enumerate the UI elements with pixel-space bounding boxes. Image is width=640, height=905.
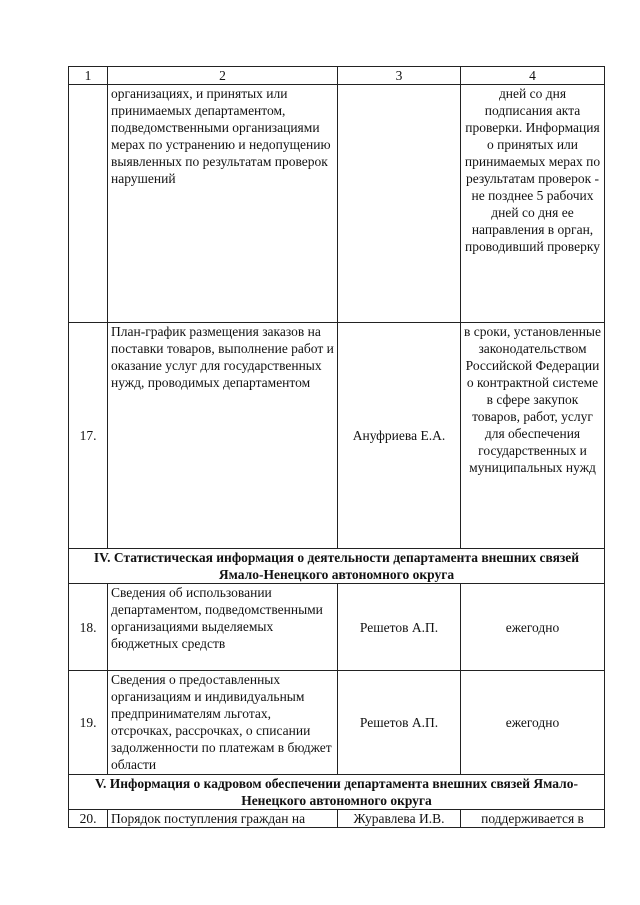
row-description: Сведения о предоставленных организациям и индивидуальным предпринимателям льготах, отсрочках, рассрочках, о списании задолженности по платежам в бюджет области (108, 671, 338, 775)
row-deadline: дней со дня подписания акта проверки. Информация о принятых или принимаемых мерах по результатам проверок - не позднее 5 рабочих дней со дня ее направления в орган, проводивший проверку (461, 85, 605, 323)
row-description: Порядок поступления граждан на (108, 810, 338, 828)
row-responsible (338, 85, 461, 323)
row-responsible: Решетов А.П. (338, 584, 461, 671)
section-iv-heading: IV. Статистическая информация о деятельности департамента внешних связей Ямало-Ненецкого автономного округа (69, 549, 605, 584)
row-deadline: ежегодно (461, 584, 605, 671)
table-row (69, 85, 605, 323)
column-number-2: 2 (108, 67, 338, 85)
column-number-4: 4 (461, 67, 605, 85)
table-row (69, 584, 605, 671)
row-deadline: в сроки, установленные законодательством Российской Федерации о контрактной системе в сфере закупок товаров, работ, услуг для обеспечения государственных и муниципальных нужд (461, 323, 605, 549)
row-description: План-график размещения заказов на поставки товаров, выполнение работ и оказание услуг для государственных нужд, проводимых департаментом (108, 323, 338, 549)
row-responsible: Решетов А.П. (338, 671, 461, 775)
row-deadline: поддерживается в (461, 810, 605, 828)
table-row (69, 810, 605, 828)
row-number: 17. (69, 323, 108, 549)
column-number-row (69, 67, 605, 85)
section-heading-row (69, 775, 605, 810)
row-number: 19. (69, 671, 108, 775)
row-number: 20. (69, 810, 108, 828)
section-heading-row (69, 549, 605, 584)
row-number: 18. (69, 584, 108, 671)
table-row (69, 671, 605, 775)
row-description: Сведения об использовании департаментом, подведомственными организациями выделяемых бюджетных средств (108, 584, 338, 671)
schedule-table (68, 66, 605, 828)
row-description: организациях, и принятых или принимаемых департаментом, подведомственными организациями мерах по устранению и недопущению выявленных по результатам проверок нарушений (108, 85, 338, 323)
column-number-1: 1 (69, 67, 108, 85)
row-responsible: Ануфриева Е.А. (338, 323, 461, 549)
table-row (69, 323, 605, 549)
section-v-heading: V. Информация о кадровом обеспечении департамента внешних связей Ямало-Ненецкого автономного округа (69, 775, 605, 810)
row-deadline: ежегодно (461, 671, 605, 775)
column-number-3: 3 (338, 67, 461, 85)
row-responsible: Журавлева И.В. (338, 810, 461, 828)
row-number (69, 85, 108, 323)
